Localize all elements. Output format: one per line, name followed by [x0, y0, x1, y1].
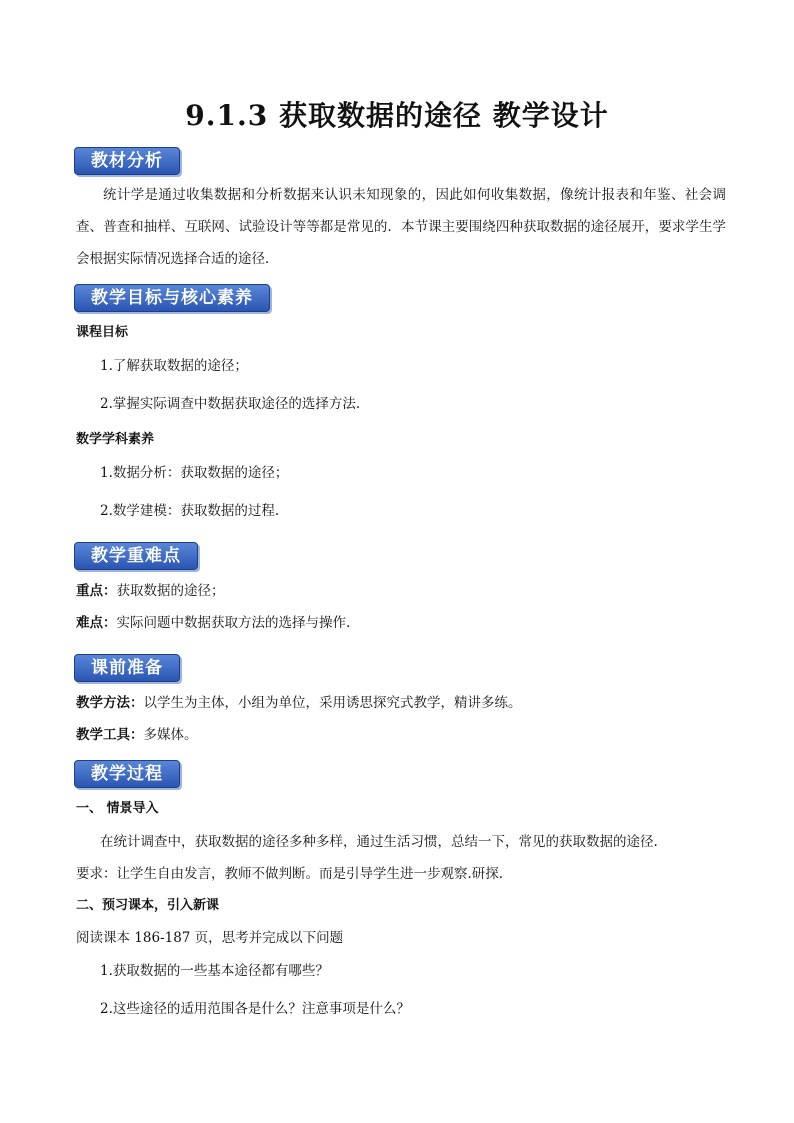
teaching-tool-row [76, 725, 726, 745]
teaching-tool-text: 多媒体。 [143, 727, 198, 743]
question-item: 1.获取数据的一些基本途径都有哪些？ [100, 963, 329, 979]
key-point-text: 获取数据的途径； [116, 583, 225, 599]
section-badge-process: 教学过程 [74, 760, 180, 788]
literacy-item: 1.数据分析：获取数据的途径； [100, 465, 289, 481]
section-badge-preparation: 课前准备 [74, 654, 180, 682]
course-objective-item: 2.掌握实际调查中数据获取途径的选择方法. [100, 396, 361, 412]
difficult-point-label: 难点： [76, 615, 117, 631]
step1-heading: 一、 情景导入 [76, 801, 159, 816]
section-badge-key-points: 教学重难点 [74, 542, 198, 570]
document-title: 9.1.3 获取数据的途径 教学设计 [185, 99, 609, 132]
difficult-point-row [76, 613, 726, 633]
literacy-heading: 数学学科素养 [76, 432, 155, 447]
literacy-item: 2.数学建模：获取数据的过程. [100, 503, 280, 519]
analysis-paragraph: 统计学是通过收集数据和分析数据来认识未知现象的，因此如何收集数据，像统计报表和年鉴、社会调查、普查和抽样、互联网、试验设计等等都是常见的．本节课主要围绕四种获取数据的途径展开，要求学生学会根据实际情况选择合适的途径． [76, 187, 726, 267]
step1-text: 在统计调查中，获取数据的途径多种多样，通过生活习惯，总结一下，常见的获取数据的途径. [100, 834, 658, 850]
question-item: 2.这些途径的适用范围各是什么？注意事项是什么？ [100, 1001, 410, 1017]
course-objectives-heading: 课程目标 [76, 325, 129, 340]
section-badge-objectives: 教学目标与核心素养 [74, 284, 270, 312]
difficult-point-text: 实际问题中数据获取方法的选择与操作. [116, 615, 351, 631]
course-objective-item: 1.了解获取数据的途径； [100, 358, 248, 374]
teaching-method-label: 教学方法： [76, 695, 144, 711]
step2-heading: 二、预习课本，引入新课 [76, 898, 220, 913]
key-point-label: 重点： [76, 583, 117, 599]
section-badge-analysis: 教材分析 [74, 147, 180, 175]
teaching-method-row [76, 693, 726, 713]
teaching-tool-label: 教学工具： [76, 727, 144, 743]
teaching-method-text: 以学生为主体，小组为单位，采用诱思探究式教学，精讲多练。 [143, 695, 522, 711]
step2-text: 阅读课本 186-187 页，思考并完成以下问题 [76, 930, 344, 946]
step1-requirement: 要求：让学生自由发言，教师不做判断。而是引导学生进一步观察.研探. [76, 866, 504, 882]
key-point-row [76, 581, 726, 601]
